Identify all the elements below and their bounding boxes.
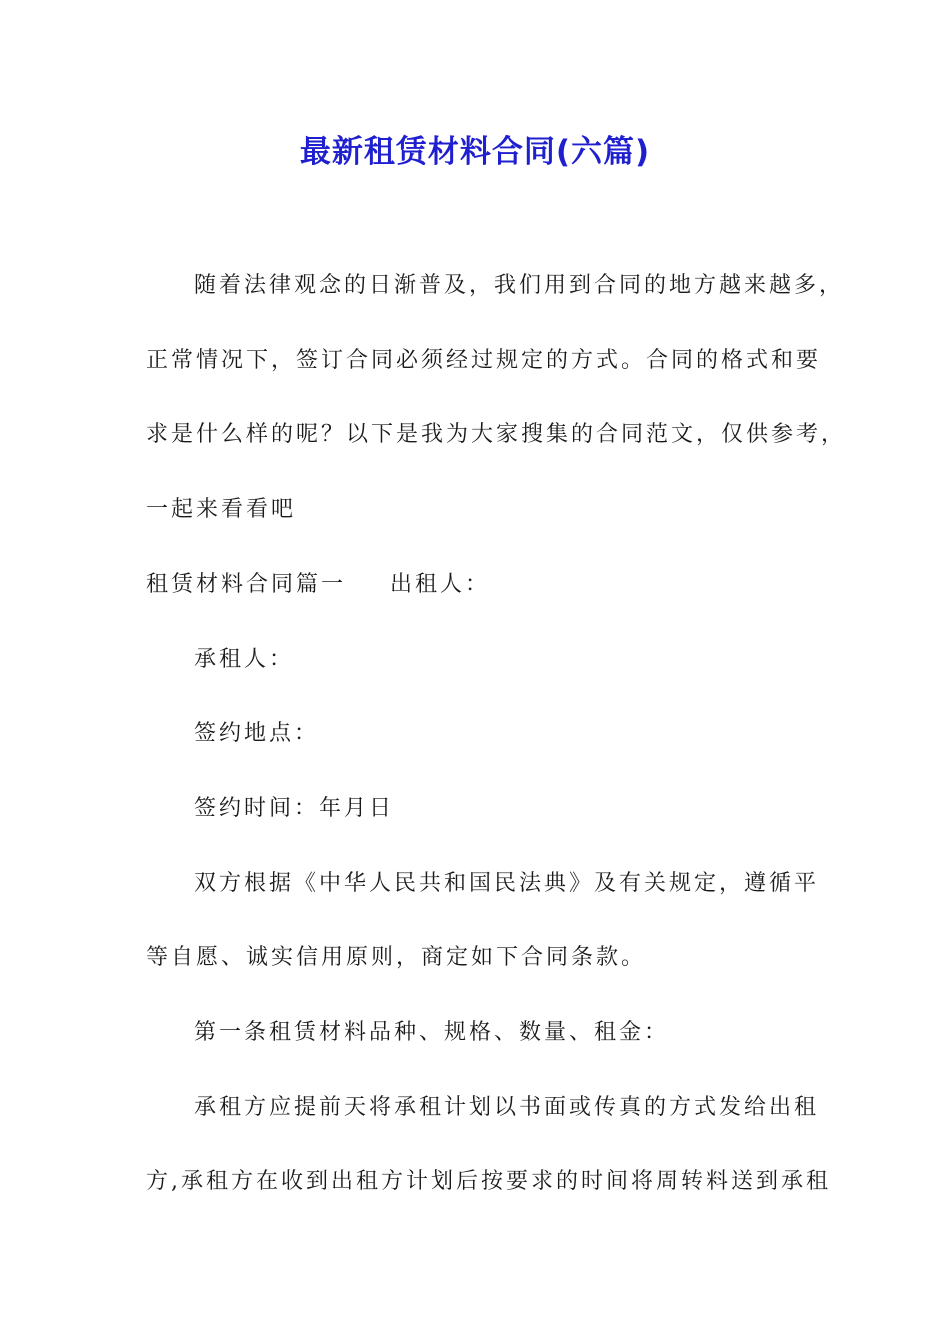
article1-line-1: 承租方应提前天将承租计划以书面或传真的方式发给出租 [194, 1095, 820, 1120]
basis-line-2: 等自愿、诚实信用原则，商定如下合同条款。 [146, 945, 647, 970]
intro-line-3: 求是什么样的呢？以下是我为大家搜集的合同范文，仅供参考， [146, 422, 847, 447]
basis-line-1: 双方根据《中华人民共和国民法典》及有关规定，遵循平 [194, 871, 820, 896]
intro-line-1: 随着法律观念的日渐普及，我们用到合同的地方越来越多， [194, 273, 845, 298]
article1-line-2: 方,承租方在收到出租方计划后按要求的时间将周转料送到承租 [146, 1169, 831, 1194]
intro-line-2: 正常情况下，签订合同必须经过规定的方式。合同的格式和要 [146, 348, 822, 373]
sign-place-label: 签约地点： [194, 721, 320, 746]
section-heading-line [146, 570, 816, 600]
lessee-label: 承租人： [194, 647, 295, 672]
lessor-label: 出租人： [390, 572, 491, 597]
article1-heading: 第一条租赁材料品种、规格、数量、租金： [194, 1020, 670, 1045]
document-title: 最新租赁材料合同(六篇) [299, 134, 651, 170]
intro-line-4: 一起来看看吧 [146, 497, 297, 522]
section-heading: 租赁材料合同篇一 [146, 572, 347, 597]
sign-time-label: 签约时间：年月日 [194, 796, 395, 821]
